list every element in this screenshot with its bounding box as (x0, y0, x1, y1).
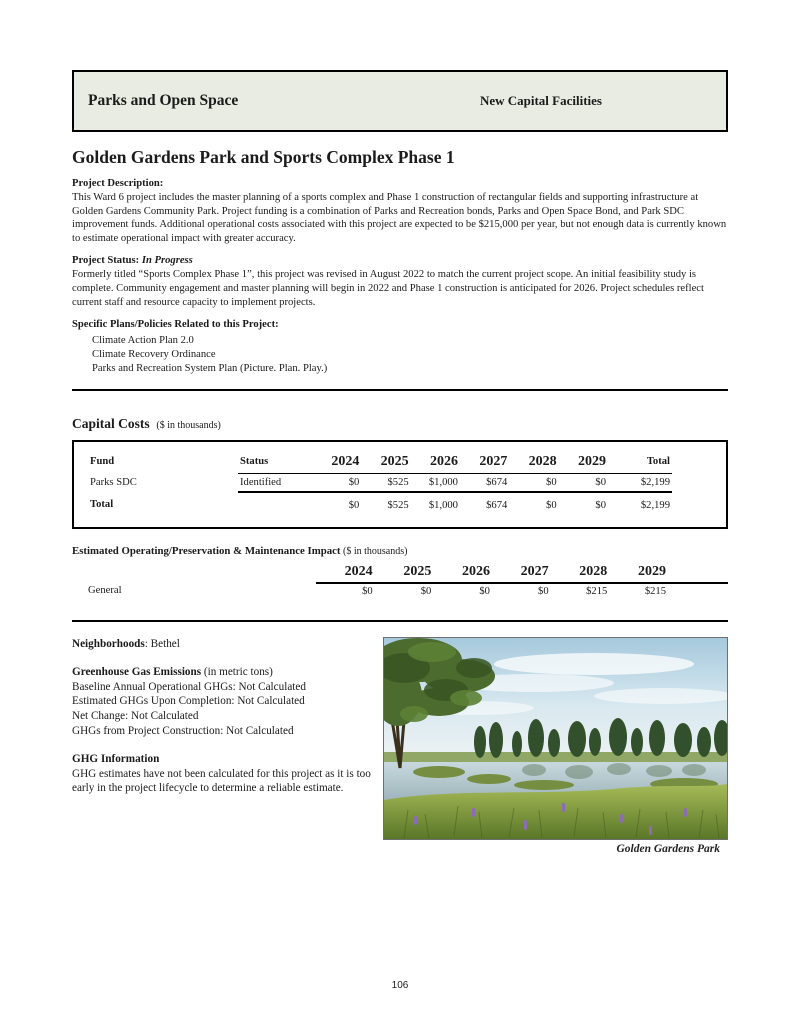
column-header-year: 2027 (460, 451, 509, 474)
value-cell: $0 (479, 585, 490, 597)
value-cell: $0 (420, 585, 432, 597)
column-header-year: 2024 (316, 562, 375, 583)
neighborhoods-line: Neighborhoods: Bethel (72, 637, 180, 650)
project-details-column (72, 637, 374, 855)
empty-cell (668, 583, 728, 599)
column-header-year: 2029 (609, 562, 668, 583)
operating-impact-table (72, 562, 728, 599)
photo-caption: Golden Gardens Park (616, 842, 720, 855)
total-label-cell: Total (90, 499, 114, 511)
total-value-cell: $0 (546, 499, 557, 511)
total-value-cell: $525 (387, 499, 409, 511)
total-value-cell: $1,000 (428, 499, 458, 511)
total-value-cell: $674 (486, 499, 508, 511)
banner-subcategory: New Capital Facilities (479, 93, 602, 108)
value-cell: $215 (644, 585, 666, 597)
total-value-cell: $0 (348, 499, 360, 511)
status-cell: Identified (238, 473, 312, 492)
park-photo-illustration (384, 638, 727, 839)
operating-impact-heading: Estimated Operating/Preservation & Maintenance Impact ($ in thousands) (72, 544, 408, 557)
plans-label: Specific Plans/Policies Related to this Project: (72, 319, 279, 331)
value-cell: $0 (509, 473, 558, 492)
plans-section (72, 318, 728, 375)
capital-costs-table-box (72, 440, 728, 529)
section-divider (72, 389, 728, 391)
column-header-year: 2028 (551, 562, 610, 583)
value-cell: $1,000 (411, 473, 460, 492)
value-cell: $0 (538, 585, 549, 597)
ghg-heading-line: Greenhouse Gas Emissions (in metric tons) (72, 666, 273, 679)
value-cell: $674 (460, 473, 509, 492)
section-divider (72, 620, 728, 622)
column-header-year: 2026 (433, 562, 492, 583)
table-row-general (72, 583, 728, 599)
photo-column (383, 637, 728, 855)
value-cell: $215 (586, 585, 608, 597)
table-row-parks-sdc (88, 473, 672, 492)
project-status-label: Project Status: In Progress (72, 255, 193, 267)
neighborhoods-value: Bethel (150, 637, 180, 650)
column-header-year: 2024 (312, 451, 361, 474)
project-description-text: This Ward 6 project includes the master planning of a sports complex and Phase 1 construction of rectangular fields and supporting infrastructure at Golden Gardens Community Park. Project funding is a combination of Parks and Recreation bonds, Parks and Open Space Bond, and Park SDC improvement funds. Additional operational costs associated with this project are expected to be $215,000 per year, but not enough data is currently known to estimate operational impact with greater accuracy. (72, 192, 727, 244)
column-header-total: Total (608, 451, 672, 474)
status-cell-empty (238, 492, 312, 514)
plans-item: Climate Action Plan 2.0 (92, 335, 194, 347)
column-header-year: 2029 (559, 451, 608, 474)
capital-costs-unit-note: ($ in thousands) (156, 419, 221, 431)
park-photo (383, 637, 728, 840)
value-cell: $525 (361, 473, 410, 492)
ghg-info-heading: GHG Information (72, 753, 160, 766)
total-value-cell: $2,199 (640, 499, 670, 511)
value-cell: $0 (559, 473, 608, 492)
value-cell: $2,199 (608, 473, 672, 492)
operating-header-row (72, 562, 728, 583)
page-number: 106 (391, 980, 409, 991)
capital-costs-heading: Capital Costs ($ in thousands) (72, 415, 221, 431)
column-header-year: 2026 (411, 451, 460, 474)
plans-item: Climate Recovery Ordinance (92, 348, 216, 360)
project-description-label: Project Description: (72, 178, 164, 189)
page-title: Golden Gardens Park and Sports Complex Phase 1 (72, 147, 455, 167)
fund-label-cell: General (88, 585, 122, 597)
banner-category: Parks and Open Space (88, 92, 239, 109)
total-value-cell: $0 (595, 499, 606, 511)
project-status-section (72, 254, 728, 309)
ghg-line: Estimated GHGs Upon Completion: Not Calculated (72, 695, 305, 708)
operating-header-empty (72, 562, 316, 583)
plans-list (72, 334, 728, 375)
column-header-status: Status (238, 451, 312, 474)
column-header-year: 2028 (509, 451, 558, 474)
fund-cell: Parks SDC (90, 476, 137, 488)
ghg-line: Net Change: Not Calculated (72, 709, 199, 722)
section-banner (72, 70, 728, 132)
project-status-value: In Progress (141, 255, 193, 267)
column-header-year: 2025 (361, 451, 410, 474)
project-status-text: Formerly titled “Sports Complex Phase 1”, this project was revised in August 2022 to match the current project scope. An initial feasibility study is complete. Community engagement and master planning will begin in 2022 and Phase 1 construction is anticipated for 2026. Project schedules reflect current staff and resource capacity to implement projects. (72, 269, 704, 308)
ghg-info-text: GHG estimates have not been calculated for this project as it is too early in the project lifecycle to determine a reliable estimate. (72, 767, 371, 795)
project-description-section (72, 177, 728, 245)
column-header-fund: Fund (90, 456, 115, 468)
spacer (72, 738, 374, 752)
plans-item: Parks and Recreation System Plan (Picture. Plan. Play.) (92, 362, 328, 374)
table-row-total (88, 492, 672, 514)
ghg-line: Baseline Annual Operational GHGs: Not Calculated (72, 680, 306, 693)
value-cell: $0 (312, 473, 361, 492)
spacer (72, 651, 374, 665)
ghg-line: GHGs from Project Construction: Not Calculated (72, 724, 294, 737)
operating-unit-note: ($ in thousands) (340, 545, 408, 557)
operating-header-trailing (668, 562, 728, 583)
capital-costs-header-row (88, 451, 672, 474)
capital-costs-table (88, 451, 672, 514)
column-header-year: 2025 (375, 562, 434, 583)
value-cell: $0 (362, 585, 373, 597)
column-header-year: 2027 (492, 562, 551, 583)
